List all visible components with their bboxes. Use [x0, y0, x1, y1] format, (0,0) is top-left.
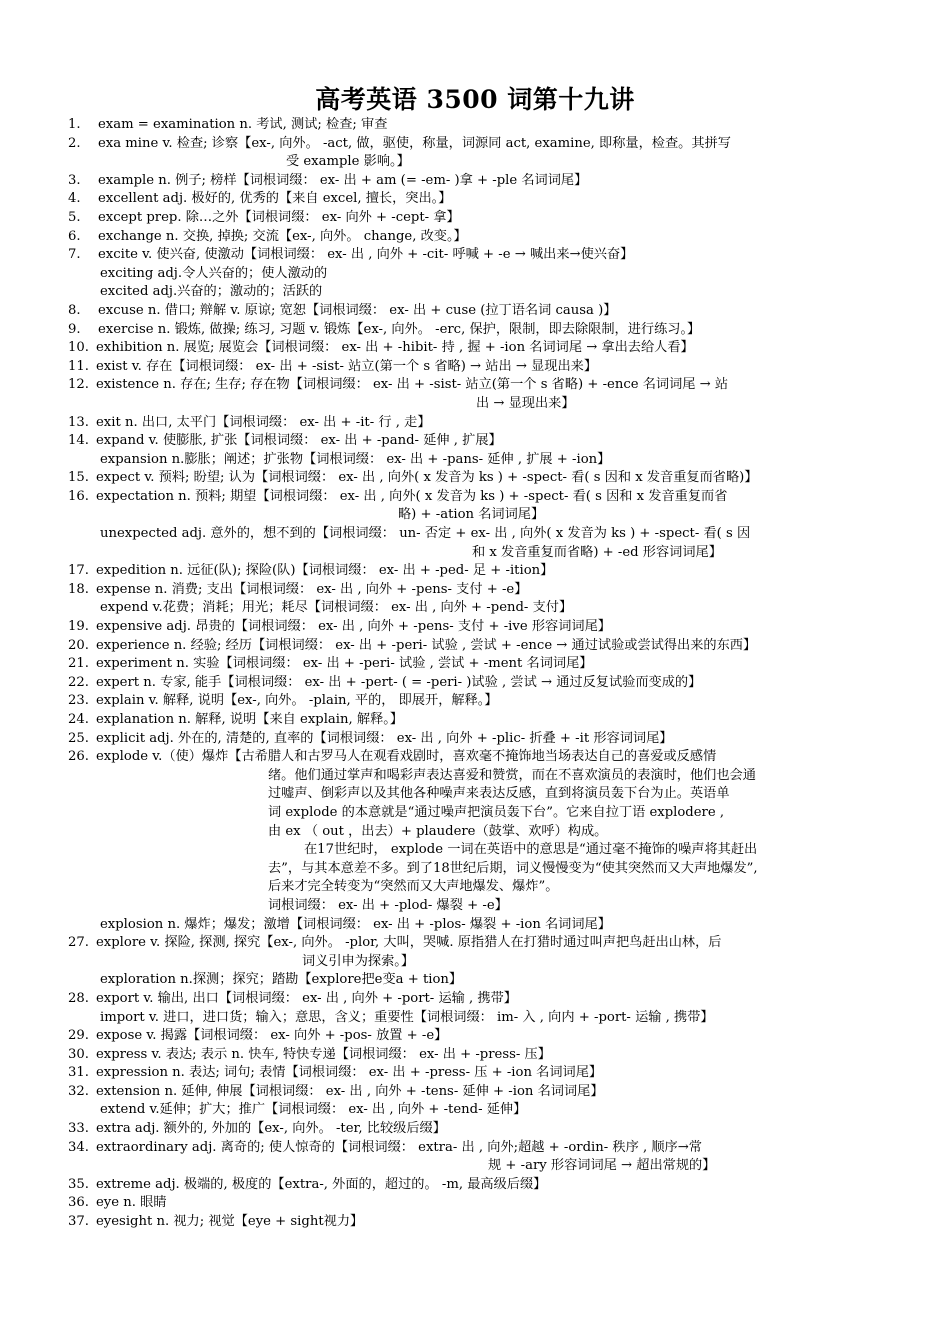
list-item: 10. exhibition n. 展览; 展览会【词根词缀： ex- 出 + -hibit- 持 , 握 + -ion 名词词尾 → 拿出去给人看】 — [68, 340, 694, 356]
list-item: 7. excite v. 使兴奋, 使激动【词根词缀： ex- 出 , 向外 + -cit- 呼喊 + -e → 喊出来→使兴奋】 — [68, 247, 634, 263]
list-item: 12. existence n. 存在; 生存; 存在物【词根词缀： ex- 出 + -sist- 站立(第一个 s 省略) + -ence 名词词尾 → 站 — [68, 377, 729, 393]
list-item: 29. expose v. 揭露【词根词缀： ex- 向外 + -pos- 放置 + -e】 — [68, 1028, 448, 1044]
list-item: 18. expense n. 消费; 支出【词根词缀： ex- 出 , 向外 + -pens- 支付 + -e】 — [68, 581, 528, 597]
continuation-line: 去”，与其本意差不多。到了18世纪后期，词义慢慢变为“使其突然而又大声地爆发”, — [268, 860, 758, 876]
list-item: 26. explode v.（使）爆炸【古希腊人和古罗马人在观看戏剧时，喜欢毫不掩饰地当场表达自己的喜爱或反感情 — [68, 749, 717, 765]
list-item: 13. exit n. 出口, 太平门【词根词缀： ex- 出 + -it- 行 , 走】 — [68, 414, 431, 430]
sub-entry: explosion n. 爆炸；爆发；激增【词根词缀： ex- 出 + -plos- 爆裂 + -ion 名词词尾】 — [100, 916, 611, 932]
list-item: 33. extra adj. 额外的, 外加的【ex-, 向外。 -ter, 比较级后缀】 — [68, 1121, 446, 1137]
list-item: 1. exam = examination n. 考试, 测试; 检查; 审查 — [68, 117, 388, 132]
list-item: 25. explicit adj. 外在的, 清楚的, 直率的【词根词缀： ex- 出 , 向外 + -plic- 折叠 + -it 形容词词尾】 — [68, 730, 673, 746]
list-item: 21. experiment n. 实验【词根词缀： ex- 出 + -peri- 试验 , 尝试 + -ment 名词词尾】 — [68, 656, 593, 672]
list-item: 14. expand v. 使膨胀, 扩张【词根词缀： ex- 出 + -pand- 延伸 , 扩展】 — [68, 433, 502, 449]
sub-entry: expend v.花费；消耗；用光；耗尽【词根词缀： ex- 出 , 向外 + -pend- 支付】 — [100, 600, 573, 616]
continuation-line: 和 x 发音重复而省略) + -ed 形容词词尾】 — [472, 544, 722, 560]
list-item: 16. expectation n. 预料; 期望【词根词缀： ex- 出 , 向外( x 发音为 ks ) + -spect- 看( s 因和 x 发音重复而省 — [68, 488, 728, 504]
list-item: 32. extension n. 延伸, 伸展【词根词缀： ex- 出 , 向外 + -tens- 延伸 + -ion 名词词尾】 — [68, 1083, 604, 1099]
continuation-line: 过嘘声、倒彩声以及其他各种噪声来表达反感，直到将演员轰下台为止。英语单 — [268, 786, 730, 802]
continuation-line: 词义引申为探索。】 — [302, 953, 415, 969]
continuation-line: 在17世纪时， explode 一词在英语中的意思是“通过毫不掩饰的噪声将其赶出 — [304, 842, 758, 858]
list-item: 6. exchange n. 交换, 掉换; 交流【ex-, 向外。 change, 改变。】 — [68, 228, 467, 244]
continuation-line: 出 → 显现出来】 — [476, 395, 575, 411]
list-item: 23. explain v. 解释, 说明【ex-, 向外。 -plain, 平的， 即展开，解释。】 — [68, 693, 498, 709]
continuation-line: 词 explode 的本意就是“通过噪声把演员轰下台”。它来自拉丁语 explodere , — [268, 804, 725, 820]
sub-entry: extend v.延伸；扩大；推广【词根词缀： ex- 出 , 向外 + -tend- 延伸】 — [100, 1102, 527, 1118]
list-item: 9. exercise n. 锻炼, 做操; 练习, 习题 v. 锻炼【ex-, 向外。 -erc, 保护，限制，即去除限制，进行练习。】 — [68, 321, 701, 337]
list-item: 37. eyesight n. 视力; 视觉【eye + sight视力】 — [68, 1214, 364, 1230]
list-item: 19. expensive adj. 昂贵的【词根词缀： ex- 出 , 向外 + -pens- 支付 + -ive 形容词词尾】 — [68, 619, 611, 635]
sub-entry: exciting adj.令人兴奋的；使人激动的 — [100, 265, 328, 281]
continuation-line: 受 example 影响。】 — [286, 154, 410, 170]
list-item: 17. expedition n. 远征(队); 探险(队)【词根词缀： ex- 出 + -ped- 足 + -ition】 — [68, 563, 554, 579]
sub-entry: exploration n.探测；探究；踏勘【explore把e变a + tion】 — [100, 972, 463, 988]
word-list — [68, 116, 886, 1232]
continuation-line: 略) + -ation 名词词尾】 — [398, 507, 545, 523]
list-item: 5. except prep. 除…之外【词根词缀： ex- 向外 + -cept- 拿】 — [68, 209, 460, 225]
continuation-line: 由 ex （ out ，出去）+ plaudere（鼓掌、欢呼）构成。 — [268, 823, 608, 839]
sub-entry: import v. 进口，进口货；输入；意思，含义；重要性【词根词缀： im- 入 , 向内 + -port- 运输 , 携带】 — [100, 1009, 714, 1025]
continuation-line: 词根词缀： ex- 出 + -plod- 爆裂 + -e】 — [268, 897, 508, 913]
list-item: 4. excellent adj. 极好的, 优秀的【来自 excel, 擅长，突出。】 — [68, 191, 452, 207]
list-item: 8. excuse n. 借口; 辩解 v. 原谅; 宽恕【词根词缀： ex- 出 + cuse (拉丁语名词 causa )】 — [68, 302, 617, 318]
page-title: 高考英语 3500 词第十九讲 — [315, 85, 635, 114]
list-item: 20. experience n. 经验; 经历【词根词缀： ex- 出 + -peri- 试验 , 尝试 + -ence → 通过试验或尝试得出来的东西】 — [68, 637, 757, 653]
list-item: 3. example n. 例子; 榜样【词根词缀： ex- 出 + am (= -em- )拿 + -ple 名词词尾】 — [68, 172, 588, 188]
list-item: 35. extreme adj. 极端的, 极度的【extra-, 外面的，超过的。 -m, 最高级后缀】 — [68, 1176, 547, 1192]
list-item: 28. export v. 输出, 出口【词根词缀： ex- 出 , 向外 + -port- 运输 , 携带】 — [68, 990, 517, 1006]
list-item: 2. exa mine v. 检查; 诊察【ex-, 向外。 -act, 做，驱使，称量，词源同 act, examine, 即称量，检查。其拼写 — [68, 135, 731, 151]
list-item: 22. expert n. 专家, 能手【词根词缀： ex- 出 + -pert- ( = -peri- )试验 , 尝试 → 通过反复试验而变成的】 — [68, 674, 702, 690]
sub-entry: excited adj.兴奋的；激动的；活跃的 — [100, 284, 323, 300]
list-item: 34. extraordinary adj. 离奇的; 使人惊奇的【词根词缀： extra- 出 , 向外;超越 + -ordin- 秩序 , 顺序→常 — [68, 1139, 702, 1155]
list-item: 24. explanation n. 解释, 说明【来自 explain, 解释。】 — [68, 712, 404, 727]
list-item: 30. express v. 表达; 表示 n. 快车, 特快专递【词根词缀： ex- 出 + -press- 压】 — [68, 1046, 551, 1062]
list-item: 15. expect v. 预料; 盼望; 认为【词根词缀： ex- 出 , 向外( x 发音为 ks ) + -spect- 看( s 因和 x 发音重复而省略)】 — [68, 470, 758, 486]
sub-entry: unexpected adj. 意外的，想不到的【词根词缀： un- 否定 + ex- 出 , 向外( x 发音为 ks ) + -spect- 看( s 因 — [100, 526, 751, 542]
continuation-line: 规 + -ary 形容词词尾 → 超出常规的】 — [488, 1158, 716, 1174]
list-item: 36. eye n. 眼睛 — [68, 1195, 167, 1211]
continuation-line: 绪。他们通过掌声和喝彩声表达喜爱和赞赏，而在不喜欢演员的表演时，他们也会通 — [268, 767, 756, 783]
continuation-line: 后来才完全转变为“突然而又大声地爆发、爆炸”。 — [268, 879, 559, 895]
list-item: 27. explore v. 探险, 探测, 探究【ex-, 向外。 -plor, 大叫，哭喊. 原指猎人在打猎时通过叫声把鸟赶出山林，后 — [68, 935, 722, 951]
list-item: 11. exist v. 存在【词根词缀： ex- 出 + -sist- 站立(第一个 s 省略) → 站出 → 显现出来】 — [68, 358, 598, 374]
list-item: 31. expression n. 表达; 词句; 表情【词根词缀： ex- 出 + -press- 压 + -ion 名词词尾】 — [68, 1065, 603, 1081]
sub-entry: expansion n.膨胀；阐述；扩张物【词根词缀： ex- 出 + -pans- 延伸 , 扩展 + -ion】 — [100, 451, 611, 467]
